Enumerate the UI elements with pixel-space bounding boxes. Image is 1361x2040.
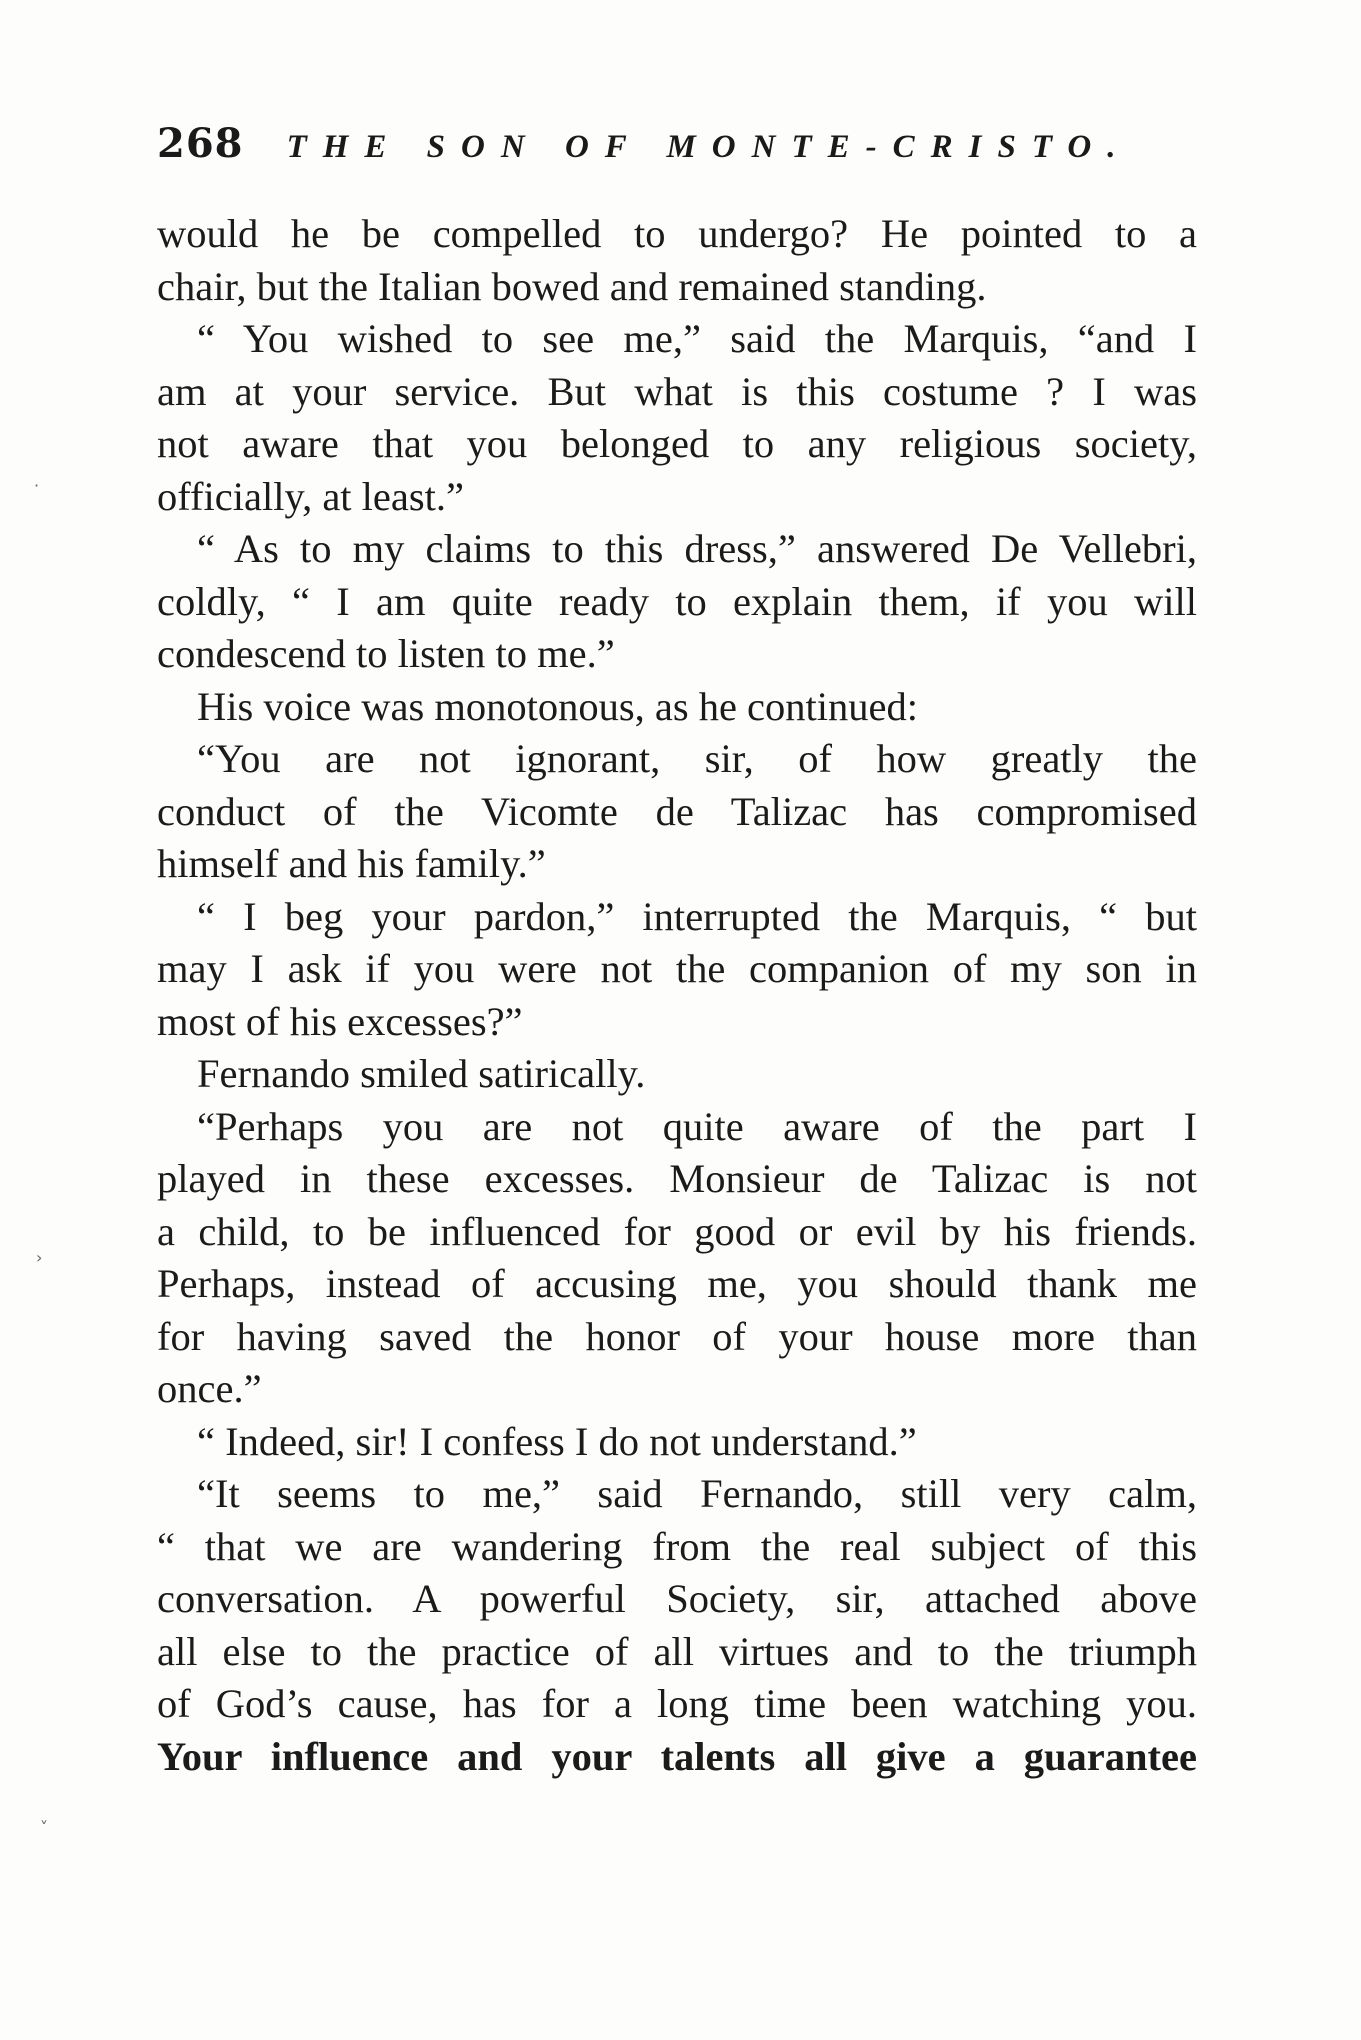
page-number: 268 [157, 120, 244, 167]
margin-speck: · [34, 476, 40, 495]
text-line: condescend to listen to me.” [157, 631, 615, 676]
text-line: “ You wished to see me,” said the Marquis, “and I [197, 316, 1197, 361]
text-line: His voice was monotonous, as he continued: [197, 683, 919, 729]
text-line: Your influence and your talents all give a guarantee [157, 1733, 1197, 1779]
text-line: “ As to my claims to this dress,” answered De Vellebri, [197, 526, 1197, 571]
text-line: Perhaps, instead of accusing me, you should thank me [157, 1261, 1197, 1306]
text-line: conversation. A powerful Society, sir, attached above [157, 1576, 1197, 1621]
text-line: “You are not ignorant, sir, of how greatly the [197, 736, 1197, 781]
text-line: once.” [157, 1366, 262, 1411]
text-line: chair, but the Italian bowed and remained standing. [157, 263, 987, 309]
text-line: may I ask if you were not the companion of my son in [157, 946, 1197, 991]
text-line: would he be compelled to undergo? He pointed to a [157, 211, 1197, 256]
text-line: not aware that you belonged to any religious society, [157, 421, 1197, 466]
page-header [157, 120, 1207, 180]
text-line: “It seems to me,” said Fernando, still very calm, [197, 1471, 1197, 1516]
text-line: conduct of the Vicomte de Talizac has compromised [157, 788, 1197, 834]
text-line: all else to the practice of all virtues and to the triumph [157, 1628, 1197, 1674]
margin-speck: ˅ [40, 1818, 48, 1837]
text-line: most of his excesses?” [157, 998, 523, 1044]
text-line: Fernando smiled satirically. [197, 1051, 646, 1096]
text-line: “ I beg your pardon,” interrupted the Marquis, “ but [197, 893, 1197, 939]
text-line: “Perhaps you are not quite aware of the part I [197, 1103, 1197, 1149]
text-line: himself and his family.” [157, 841, 546, 886]
running-title: THE SON OF MONTE-CRISTO. [286, 129, 1132, 165]
text-line: officially, at least.” [157, 473, 464, 519]
text-line: of God’s cause, has for a long time been watching you. [157, 1681, 1197, 1726]
body-text [157, 208, 1197, 1783]
text-line: “ Indeed, sir! I confess I do not understand.” [197, 1418, 917, 1464]
text-line: played in these excesses. Monsieur de Talizac is not [157, 1156, 1197, 1201]
text-line: am at your service. But what is this costume ? I was [157, 368, 1197, 414]
text-line: “ that we are wandering from the real subject of this [157, 1523, 1197, 1569]
text-line: for having saved the honor of your house more than [157, 1313, 1197, 1359]
text-line: coldly, “ I am quite ready to explain them, if you will [157, 578, 1197, 624]
margin-speck: › [36, 1248, 43, 1267]
text-line: a child, to be influenced for good or evil by his friends. [157, 1208, 1197, 1254]
